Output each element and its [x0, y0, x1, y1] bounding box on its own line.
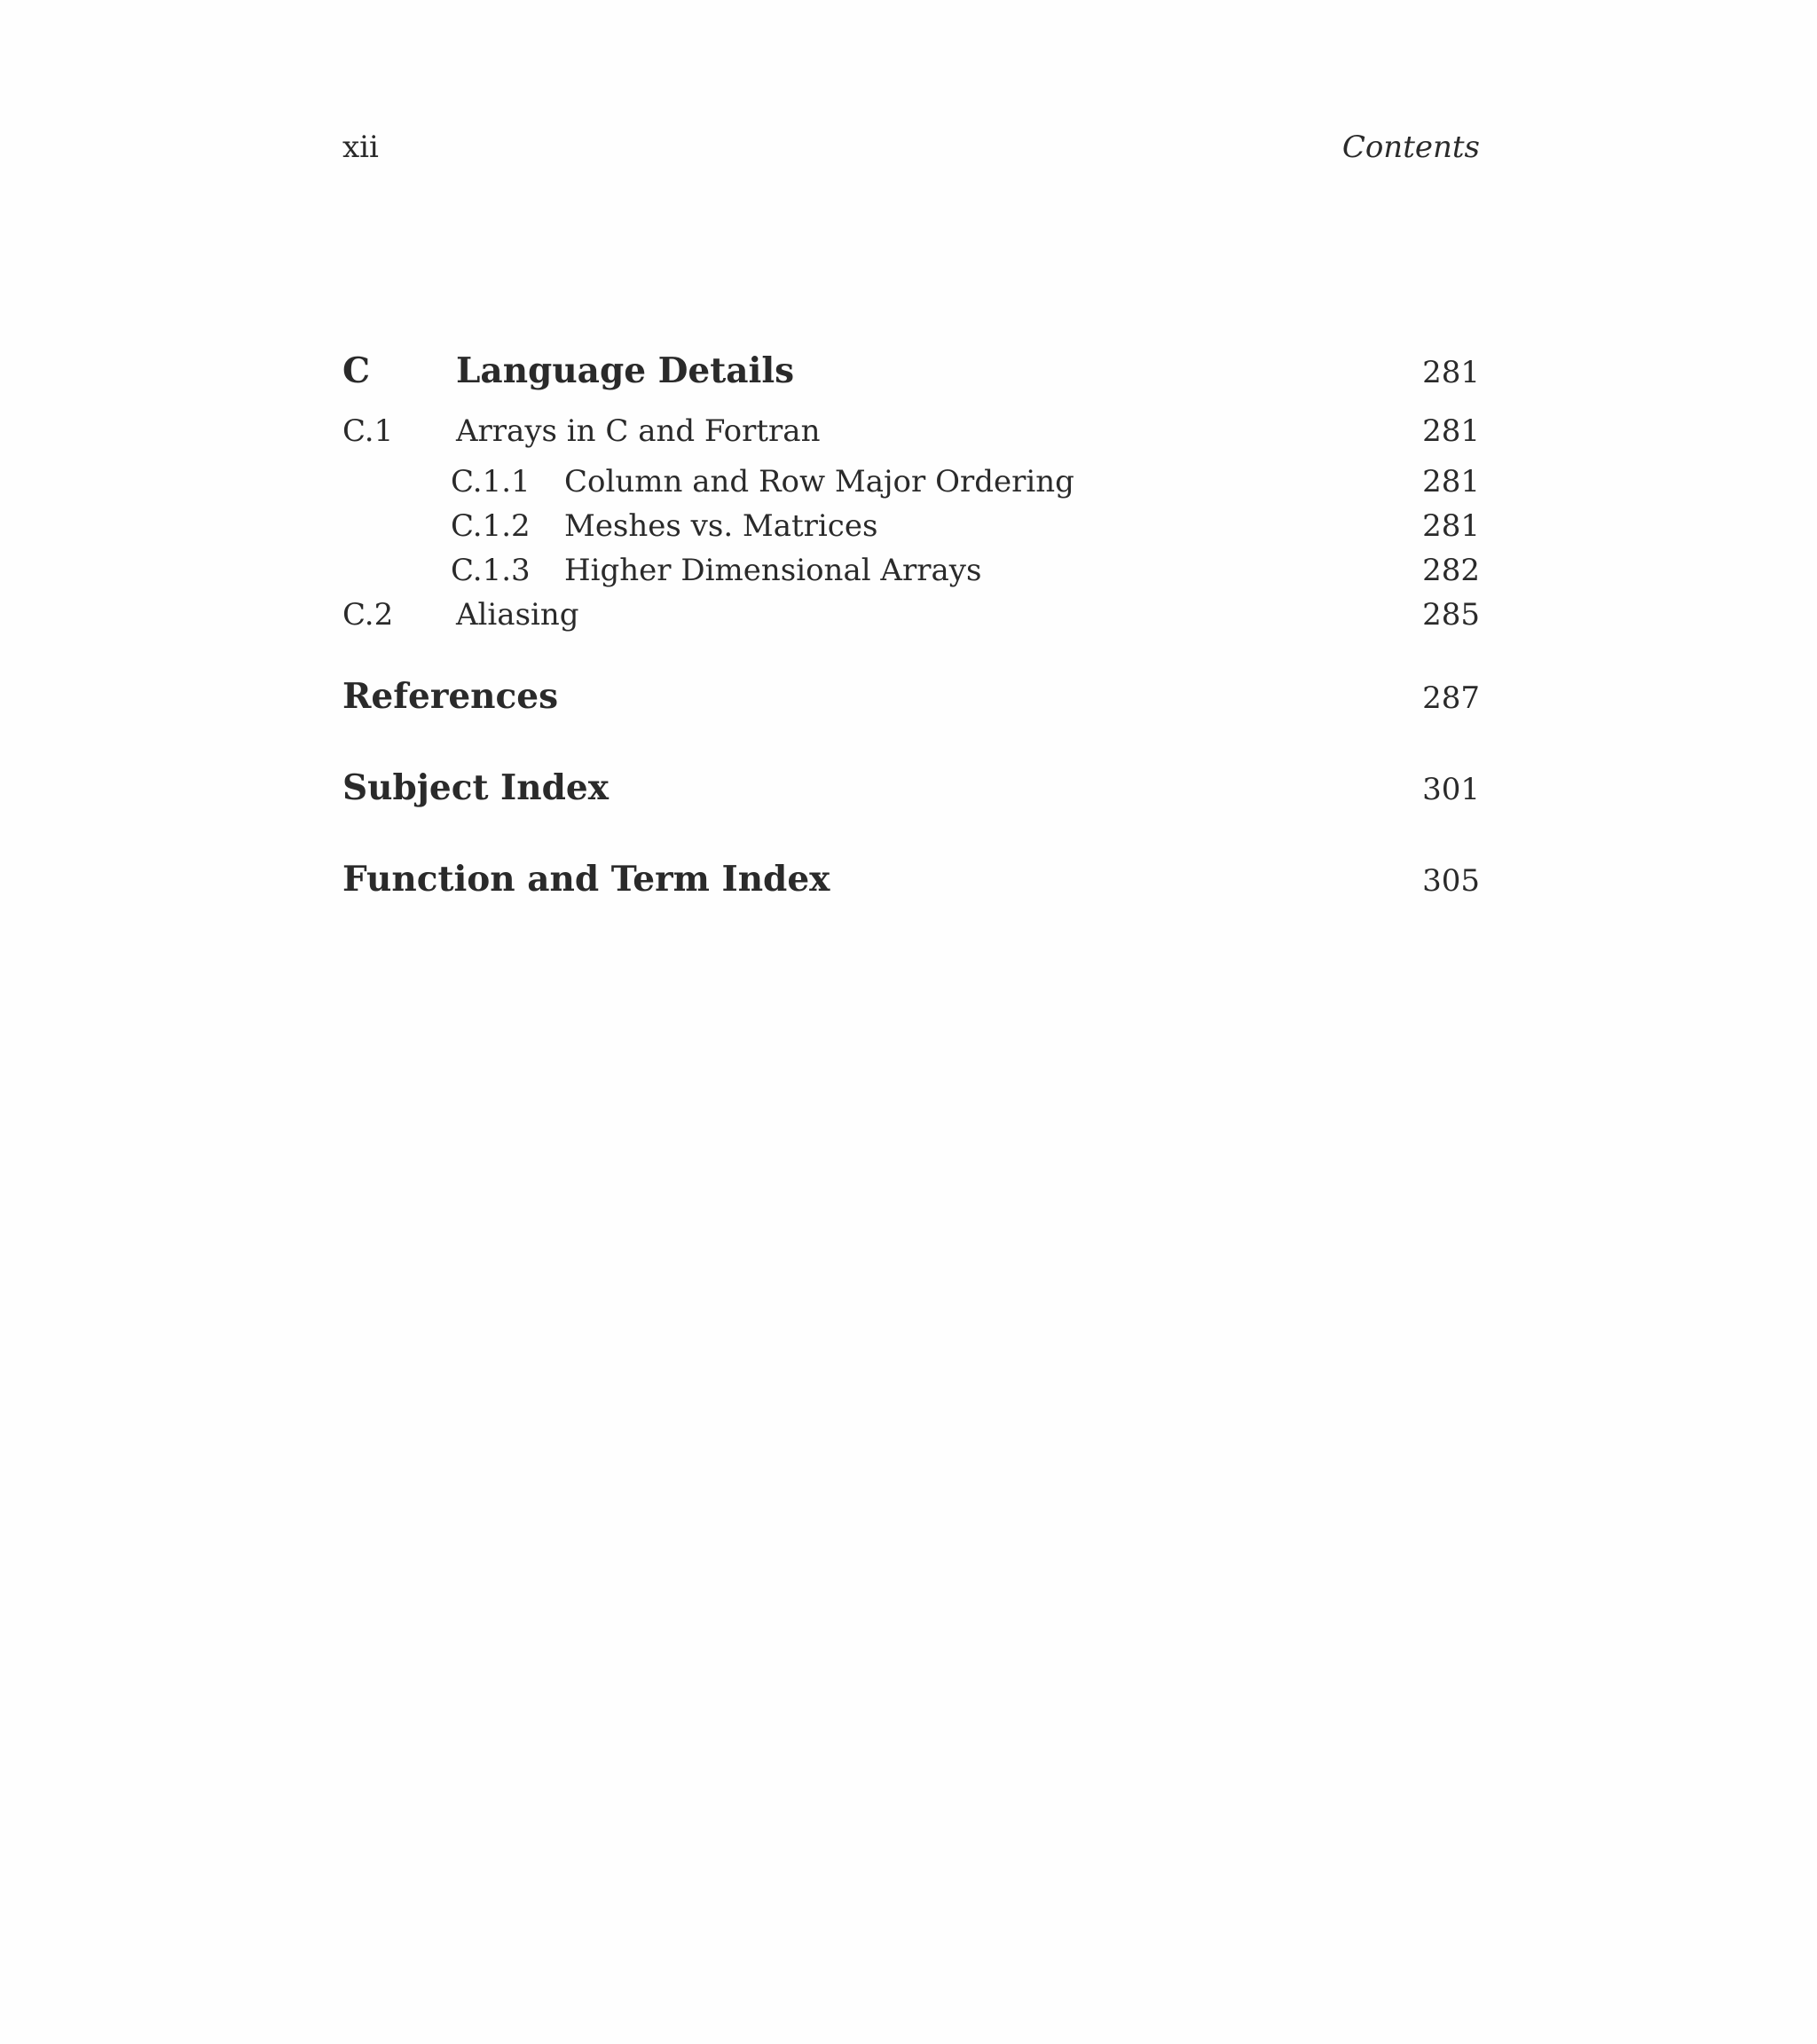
chapter-title: Language Details [456, 350, 795, 391]
back-matter-title: Subject Index [342, 767, 609, 808]
page-number: 282 [1422, 553, 1480, 588]
chapter-number: C [342, 350, 371, 391]
toc-entry-section[interactable] [342, 593, 1480, 637]
page-number: 281 [1422, 413, 1480, 449]
toc-entry-references[interactable] [342, 674, 1480, 719]
page-number: 305 [1422, 863, 1480, 899]
toc-entry-subsection[interactable] [342, 548, 1480, 593]
toc-entry-chapter-c[interactable] [342, 349, 1480, 393]
toc-entry-subject-index[interactable] [342, 766, 1480, 810]
toc-entry-function-term-index[interactable] [342, 857, 1480, 901]
page-number: 281 [1422, 508, 1480, 544]
subsection-title: Meshes vs. Matrices [564, 508, 878, 544]
running-head-title: Contents [1341, 130, 1480, 165]
page-number: 281 [1422, 464, 1480, 499]
page-number: 301 [1422, 772, 1480, 807]
subsection-number: C.1.3 [451, 553, 531, 588]
toc-entry-subsection[interactable] [342, 504, 1480, 548]
back-matter-title: References [342, 676, 559, 717]
section-number: C.1 [342, 413, 394, 449]
page-folio: xii [342, 130, 379, 165]
subsection-title: Column and Row Major Ordering [564, 464, 1074, 499]
section-number: C.2 [342, 597, 394, 633]
subsection-title: Higher Dimensional Arrays [564, 553, 982, 588]
subsection-number: C.1.2 [451, 508, 531, 544]
page-number: 281 [1422, 355, 1480, 390]
toc-entry-subsection[interactable] [342, 460, 1480, 504]
section-title: Aliasing [456, 597, 579, 633]
subsection-number: C.1.1 [451, 464, 531, 499]
page-number: 285 [1422, 597, 1480, 633]
section-title: Arrays in C and Fortran [456, 413, 821, 449]
page-number: 287 [1422, 680, 1480, 716]
toc-entry-section[interactable] [342, 409, 1480, 453]
back-matter-title: Function and Term Index [342, 859, 830, 900]
